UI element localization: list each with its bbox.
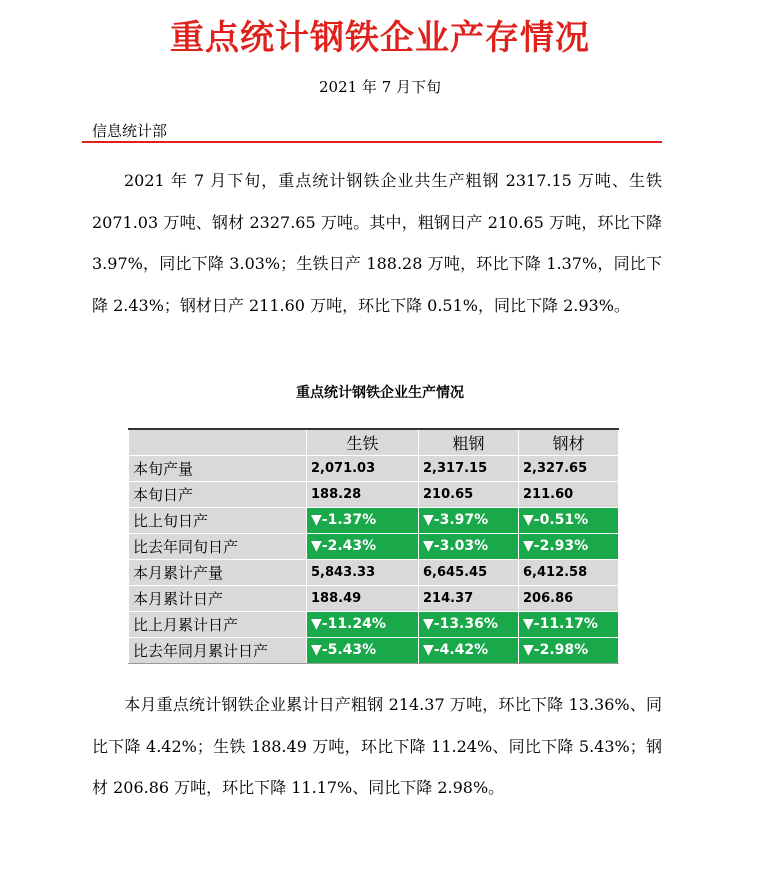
change-cell: ▼-5.43% <box>307 637 419 663</box>
change-cell: ▼-11.17% <box>519 611 619 637</box>
table-row <box>129 637 619 663</box>
value-cell: 2,071.03 <box>307 455 419 481</box>
change-cell: ▼-3.97% <box>419 507 519 533</box>
table-row <box>129 533 619 559</box>
table-row <box>129 507 619 533</box>
header-cell-blank <box>129 429 307 455</box>
value-cell: 5,843.33 <box>307 559 419 585</box>
monthly-paragraph <box>92 684 662 809</box>
change-cell: ▼-11.24% <box>307 611 419 637</box>
change-cell: ▼-13.36% <box>419 611 519 637</box>
table-header-row <box>129 429 619 455</box>
change-cell: ▼-4.42% <box>419 637 519 663</box>
change-cell: ▼-2.93% <box>519 533 619 559</box>
table-body <box>129 455 619 663</box>
change-cell: ▼-0.51% <box>519 507 619 533</box>
row-label: 比上月累计日产 <box>129 611 307 637</box>
value-cell: 188.28 <box>307 481 419 507</box>
table-row <box>129 455 619 481</box>
table-row <box>129 585 619 611</box>
value-cell: 211.60 <box>519 481 619 507</box>
value-cell: 2,317.15 <box>419 455 519 481</box>
change-cell: ▼-2.43% <box>307 533 419 559</box>
production-table <box>128 428 619 664</box>
summary-text: 2021 年 7 月下旬，重点统计钢铁企业共生产粗钢 2317.15 万吨、生铁 2071.03 万吨、钢材 2327.65 万吨。其中，粗钢日产 210.65 万吨，环比下降 3.97%，同比下降 3.03%；生铁日产 188.28 万吨，环比下降 1.37%，同比下降 2.43%；钢材日产 211.60 万吨，环比下降 0.51%，同比下降 2.93%。 <box>92 171 662 315</box>
change-cell: ▼-2.98% <box>519 637 619 663</box>
table-title: 重点统计钢铁企业生产情况 <box>296 385 464 401</box>
change-cell: ▼-1.37% <box>307 507 419 533</box>
value-cell: 210.65 <box>419 481 519 507</box>
monthly-text: 本月重点统计钢铁企业累计日产粗钢 214.37 万吨，环比下降 13.36%、同比下降 4.42%；生铁 188.49 万吨，环比下降 11.24%、同比下降 5.43%；钢材 206.86 万吨，环比下降 11.17%、同比下降 2.98%。 <box>92 695 662 797</box>
report-date: 2021 年 7 月下旬 <box>318 78 442 96</box>
value-cell: 2,327.65 <box>519 455 619 481</box>
table-row <box>129 611 619 637</box>
page-title: 重点统计钢铁企业产存情况 <box>170 18 590 58</box>
department-label: 信息统计部 <box>92 122 168 140</box>
row-label: 本旬日产 <box>129 481 307 507</box>
row-label: 比去年同月累计日产 <box>129 637 307 663</box>
row-label: 比去年同旬日产 <box>129 533 307 559</box>
row-label: 本月累计产量 <box>129 559 307 585</box>
table-row <box>129 559 619 585</box>
row-label: 本旬产量 <box>129 455 307 481</box>
header-divider <box>82 141 662 143</box>
value-cell: 214.37 <box>419 585 519 611</box>
header-cell-crude-steel: 粗钢 <box>419 429 519 455</box>
table-row <box>129 481 619 507</box>
summary-paragraph <box>92 160 662 326</box>
header-cell-pig-iron: 生铁 <box>307 429 419 455</box>
value-cell: 188.49 <box>307 585 419 611</box>
header-cell-steel-products: 钢材 <box>519 429 619 455</box>
row-label: 本月累计日产 <box>129 585 307 611</box>
value-cell: 206.86 <box>519 585 619 611</box>
value-cell: 6,645.45 <box>419 559 519 585</box>
value-cell: 6,412.58 <box>519 559 619 585</box>
row-label: 比上旬日产 <box>129 507 307 533</box>
change-cell: ▼-3.03% <box>419 533 519 559</box>
